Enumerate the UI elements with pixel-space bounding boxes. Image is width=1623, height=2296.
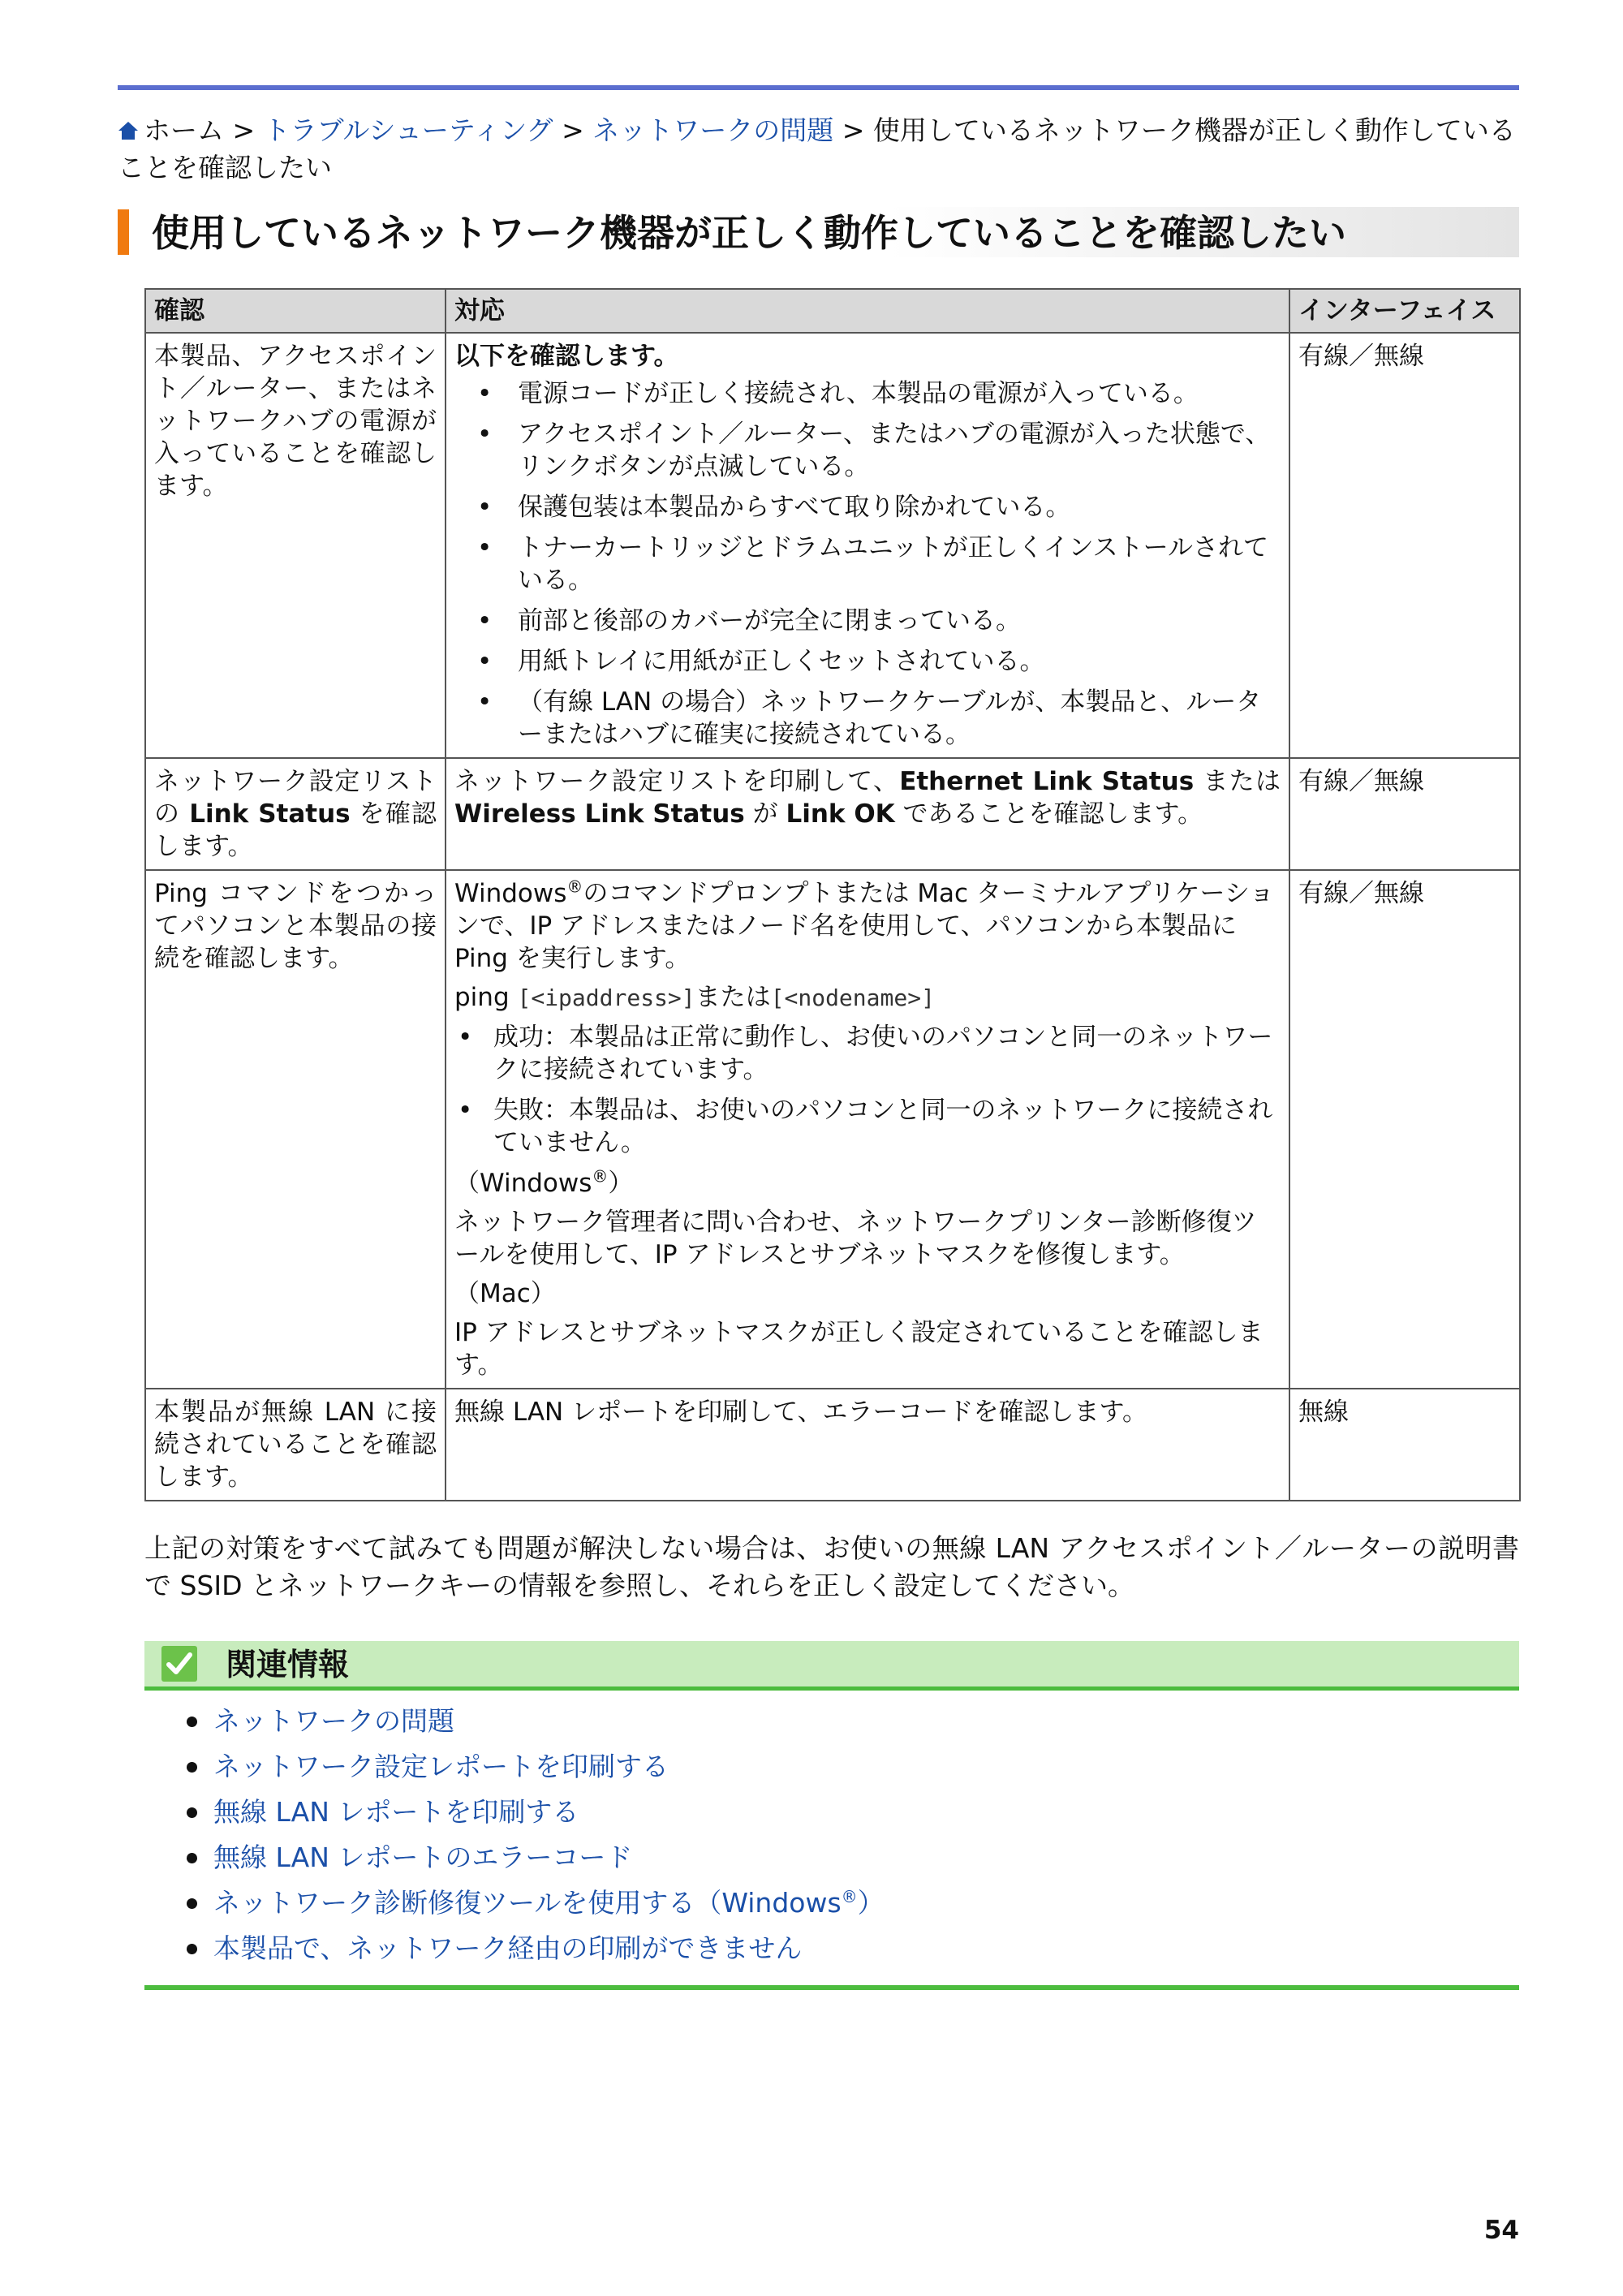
breadcrumb: [118, 112, 1519, 187]
interface-cell: 有線／無線: [1289, 333, 1520, 758]
title-accent-bar: [118, 209, 129, 255]
check-cell: 本製品、アクセスポイント／ルーター、またはネットワークハブの電源が入っていることを確認します。: [145, 333, 446, 758]
related-link-text: ネットワーク診断修復ツールを使用する（Windows: [213, 1887, 842, 1919]
check-list: [454, 377, 1281, 751]
list-item: • 電源コードが正しく接続され、本製品の電源が入っている。: [454, 377, 1281, 410]
action-bold: Link OK: [786, 799, 895, 829]
windows-text: （Windows: [454, 1169, 592, 1198]
ping-command: [454, 981, 1281, 1014]
home-icon[interactable]: [118, 120, 139, 141]
action-text: が: [744, 799, 786, 829]
check-cell: Ping コマンドをつかってパソコンと本製品の接続を確認します。: [145, 870, 446, 1389]
related-link-text: ）: [857, 1887, 885, 1919]
breadcrumb-separator: >: [232, 114, 256, 146]
ping-instruction: [454, 877, 1281, 975]
related-link[interactable]: [213, 1887, 885, 1919]
ping-text: または: [695, 983, 771, 1012]
page-title: 使用しているネットワーク機器が正しく動作していることを確認したい: [152, 211, 1346, 255]
page-number: 54: [1483, 2216, 1519, 2245]
action-cell: 無線 LAN レポートを印刷して、エラーコードを確認します。: [446, 1389, 1289, 1501]
list-item: • トナーカートリッジとドラムユニットが正しくインストールされている。: [454, 532, 1281, 597]
breadcrumb-current: 使用しているネットワーク機器が正しく動作していることを確認したい: [118, 114, 1516, 183]
list-item: • アクセスポイント／ルーター、またはハブの電源が入った状態で、リンクボタンが点滅している。: [454, 418, 1281, 483]
action-bold: Wireless Link Status: [454, 799, 745, 829]
action-heading: 以下を確認します。: [454, 342, 679, 371]
action-cell: [446, 333, 1289, 758]
note-paragraph: 上記の対策をすべて試みても問題が解決しない場合は、お使いの無線 LAN アクセスポイント／ルーターの説明書で SSID とネットワークキーの情報を参照し、それらを正しく設定してください。: [144, 1532, 1519, 1601]
action-text: ネットワーク設定リストを印刷して、: [454, 767, 900, 796]
list-item: • 用紙トレイに用紙が正しくセットされている。: [454, 645, 1281, 678]
header-check: 確認: [145, 289, 446, 333]
related-item: [144, 1748, 1519, 1794]
windows-text: ）: [608, 1169, 634, 1198]
list-item: • 前部と後部のカバーが完全に閉まっている。: [454, 605, 1281, 637]
ping-code: [<nodename>]: [770, 984, 935, 1011]
check-cell: [145, 758, 446, 870]
check-text: ネットワーク設定リストの: [154, 767, 437, 829]
table-row: [145, 333, 1520, 758]
windows-label: [454, 1167, 1281, 1200]
table-row: [145, 870, 1520, 1389]
troubleshooting-table: [144, 288, 1521, 1501]
table-row: [145, 1389, 1520, 1501]
check-bold: Link Status: [189, 799, 351, 829]
check-cell: 本製品が無線 LAN に接続されていることを確認します。: [145, 1389, 446, 1501]
header-action: 対応: [446, 289, 1289, 333]
action-text: であることを確認します。: [894, 799, 1203, 829]
related-link[interactable]: ネットワークの問題: [213, 1705, 454, 1737]
registered-mark: ®: [841, 1887, 858, 1906]
breadcrumb-home[interactable]: ホーム: [144, 114, 224, 146]
checkmark-icon: [159, 1643, 200, 1684]
page-title-banner: [118, 207, 1519, 257]
mac-label: （Mac）: [454, 1279, 556, 1308]
windows-instruction: ネットワーク管理者に問い合わせ、ネットワークプリンター診断修復ツールを使用して、IP アドレスとサブネットマスクを修復します。: [454, 1208, 1257, 1269]
list-item: • 失敗：本製品は、お使いのパソコンと同一のネットワークに接続されていません。: [454, 1094, 1281, 1159]
list-item: • （有線 LAN の場合）ネットワークケーブルが、本製品と、ルーターまたはハブに確実に接続されている。: [454, 686, 1281, 751]
related-link[interactable]: ネットワーク設定レポートを印刷する: [213, 1751, 669, 1782]
table-header-row: [145, 289, 1520, 333]
table-row: [145, 758, 1520, 870]
breadcrumb-troubleshooting[interactable]: トラブルシューティング: [263, 114, 553, 146]
related-item: [144, 1703, 1519, 1748]
ping-text: のコマンドプロンプトまたは Mac ターミナルアプリケーションで、IP アドレスまたはノード名を使用して、パソコンから本製品に Ping を実行します。: [454, 879, 1275, 973]
interface-cell: 無線: [1289, 1389, 1520, 1501]
related-info-header: [144, 1641, 1519, 1691]
related-link[interactable]: 無線 LAN レポートを印刷する: [213, 1796, 579, 1828]
related-info-title: 関連情報: [226, 1647, 350, 1682]
registered-mark: ®: [592, 1166, 609, 1187]
mac-instruction: IP アドレスとサブネットマスクが正しく設定されていることを確認します。: [454, 1318, 1264, 1380]
breadcrumb-separator: >: [842, 114, 865, 146]
related-link[interactable]: 無線 LAN レポートのエラーコード: [213, 1842, 633, 1873]
breadcrumb-separator: >: [562, 114, 584, 146]
ping-text: Windows: [454, 879, 567, 908]
action-bold: Ethernet Link Status: [899, 767, 1195, 796]
interface-cell: 有線／無線: [1289, 870, 1520, 1389]
ping-code: [<ipaddress>]: [517, 984, 695, 1011]
related-link[interactable]: 本製品で、ネットワーク経由の印刷ができません: [213, 1932, 803, 1964]
list-item: • 保護包装は本製品からすべて取り除かれている。: [454, 491, 1281, 523]
registered-mark: ®: [566, 877, 583, 897]
breadcrumb-network-problems[interactable]: ネットワークの問題: [592, 114, 834, 146]
related-links: [144, 1703, 1519, 1975]
action-text: または: [1194, 767, 1281, 796]
check-text: を確認します。: [154, 799, 437, 861]
result-list: [454, 1021, 1281, 1159]
header-interface: インターフェイス: [1289, 289, 1520, 333]
list-item: • 成功：本製品は正常に動作し、お使いのパソコンと同一のネットワークに接続されています。: [454, 1021, 1281, 1086]
action-cell: [446, 758, 1289, 870]
interface-cell: 有線／無線: [1289, 758, 1520, 870]
action-cell: [446, 870, 1289, 1389]
related-item: [144, 1930, 1519, 1975]
ping-keyword: ping: [454, 983, 518, 1012]
related-item: [144, 1885, 1519, 1930]
top-rule: [118, 85, 1519, 90]
related-item: [144, 1839, 1519, 1885]
related-bottom-rule: [144, 1985, 1519, 1990]
related-item: [144, 1794, 1519, 1839]
